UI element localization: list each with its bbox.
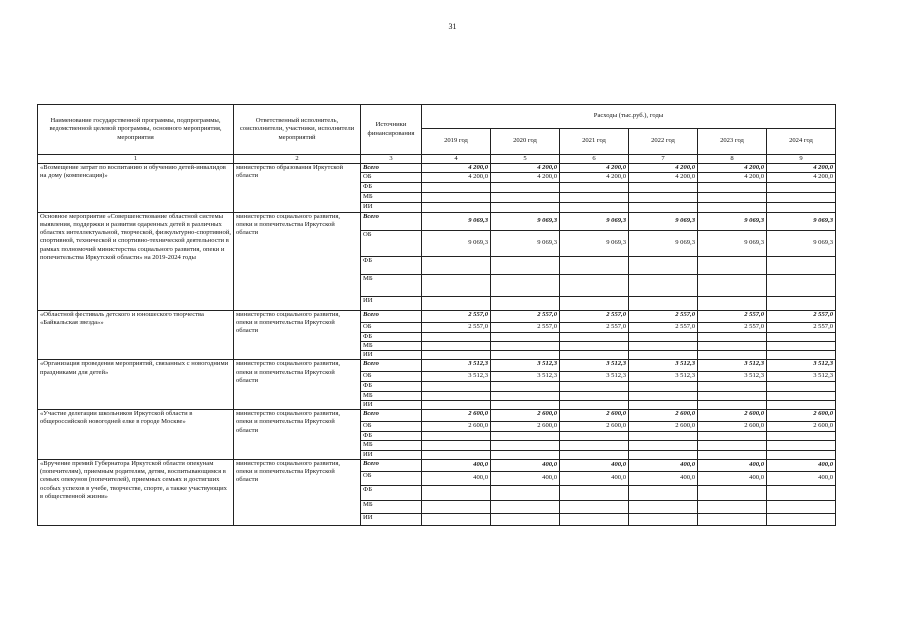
expense-value: 4 200,0 (767, 173, 836, 183)
expense-value (422, 351, 491, 360)
funding-source: МБ (361, 193, 422, 203)
expense-value: 2 600,0 (767, 422, 836, 432)
expense-value (698, 274, 767, 296)
expense-value (560, 391, 629, 400)
expense-value (491, 450, 560, 459)
expense-value (698, 183, 767, 193)
expense-value (422, 332, 491, 341)
funding-source: ФБ (361, 382, 422, 391)
expense-value (422, 513, 491, 525)
expense-value (491, 400, 560, 409)
funding-source: ИИ (361, 351, 422, 360)
funding-source: ФБ (361, 485, 422, 500)
header-year-3: 2021 год (560, 129, 629, 155)
expense-value (560, 296, 629, 310)
expense-value (629, 183, 698, 193)
expense-value (698, 391, 767, 400)
expense-value (422, 341, 491, 350)
expense-value: 3 512,3 (491, 360, 560, 372)
expense-value (491, 203, 560, 212)
header-sources: Источники финансирования (361, 105, 422, 155)
expense-value (422, 256, 491, 274)
expense-value: 4 200,0 (491, 164, 560, 173)
expense-value (422, 274, 491, 296)
funding-source: Всего (361, 164, 422, 173)
expense-value: 9 069,3 (767, 230, 836, 256)
header-year-5: 2023 год (698, 129, 767, 155)
expense-value: 2 557,0 (491, 310, 560, 322)
expense-value (491, 256, 560, 274)
expense-value (698, 513, 767, 525)
expense-value: 400,0 (767, 471, 836, 485)
expense-value: 3 512,3 (767, 372, 836, 382)
funding-source: ФБ (361, 256, 422, 274)
expense-value: 3 512,3 (560, 360, 629, 372)
expense-value: 400,0 (560, 459, 629, 471)
expense-value: 4 200,0 (629, 164, 698, 173)
expense-value (422, 193, 491, 203)
expense-value (767, 513, 836, 525)
activity-executor: министерство социального развития, опеки и попечительства Иркутской области (234, 410, 361, 460)
expense-value (629, 296, 698, 310)
expense-value (629, 391, 698, 400)
expense-value: 4 200,0 (560, 173, 629, 183)
expense-value (560, 485, 629, 500)
expense-value: 2 557,0 (767, 322, 836, 332)
expense-value: 9 069,3 (629, 230, 698, 256)
budget-table (37, 104, 836, 526)
activity-executor: министерство социального развития, опеки и попечительства Иркутской области (234, 310, 361, 360)
expense-value: 2 600,0 (491, 410, 560, 422)
funding-source: ИИ (361, 513, 422, 525)
expense-value: 2 600,0 (560, 422, 629, 432)
expense-value (767, 203, 836, 212)
expense-value: 2 557,0 (698, 322, 767, 332)
expense-value: 9 069,3 (491, 212, 560, 230)
expense-value (767, 296, 836, 310)
table-row (38, 410, 836, 422)
expense-value (629, 450, 698, 459)
expense-value: 2 600,0 (629, 410, 698, 422)
expense-value (629, 441, 698, 450)
expense-value: 4 200,0 (422, 164, 491, 173)
funding-source: Всего (361, 459, 422, 471)
expense-value (560, 351, 629, 360)
activity-name: «Организация проведения мероприятий, связанных с новогодними праздниками для детей» (38, 360, 234, 410)
table-row (38, 212, 836, 230)
expense-value (698, 203, 767, 212)
expense-value (698, 500, 767, 513)
column-number-9: 9 (767, 155, 836, 164)
expense-value (629, 332, 698, 341)
expense-value (629, 203, 698, 212)
expense-value: 2 600,0 (560, 410, 629, 422)
activity-executor: министерство социального развития, опеки и попечительства Иркутской области (234, 459, 361, 525)
expense-value: 400,0 (560, 471, 629, 485)
column-number-4: 4 (422, 155, 491, 164)
expense-value: 2 557,0 (629, 322, 698, 332)
expense-value: 2 557,0 (767, 310, 836, 322)
expense-value: 2 557,0 (422, 310, 491, 322)
expense-value (698, 432, 767, 441)
column-number-8: 8 (698, 155, 767, 164)
expense-value: 400,0 (422, 471, 491, 485)
expense-value (767, 391, 836, 400)
column-number-1: 1 (38, 155, 234, 164)
expense-value (491, 441, 560, 450)
expense-value (767, 450, 836, 459)
header-year-4: 2022 год (629, 129, 698, 155)
expense-value (767, 382, 836, 391)
expense-value (767, 256, 836, 274)
expense-value (422, 391, 491, 400)
expense-value: 2 600,0 (629, 422, 698, 432)
expense-value (767, 485, 836, 500)
expense-value: 2 557,0 (560, 322, 629, 332)
expense-value (422, 432, 491, 441)
expense-value (629, 432, 698, 441)
expense-value (698, 193, 767, 203)
expense-value (767, 500, 836, 513)
expense-value: 3 512,3 (767, 360, 836, 372)
expense-value (698, 332, 767, 341)
header-executor: Ответственный исполнитель, соисполнители, участники, исполнители мероприятий (234, 105, 361, 155)
expense-value (629, 351, 698, 360)
funding-source: ИИ (361, 450, 422, 459)
expense-value: 4 200,0 (422, 173, 491, 183)
expense-value (767, 351, 836, 360)
expense-value: 9 069,3 (560, 230, 629, 256)
expense-value: 4 200,0 (698, 164, 767, 173)
funding-source: ИИ (361, 400, 422, 409)
expense-value (491, 274, 560, 296)
activity-name: «Возмещение затрат по воспитанию и обучению детей-инвалидов на дому (компенсация)» (38, 164, 234, 212)
expense-value: 9 069,3 (629, 212, 698, 230)
header-year-1: 2019 год (422, 129, 491, 155)
expense-value: 3 512,3 (560, 372, 629, 382)
expense-value: 3 512,3 (422, 360, 491, 372)
expense-value (422, 500, 491, 513)
column-number-7: 7 (629, 155, 698, 164)
expense-value (491, 382, 560, 391)
expense-value: 2 557,0 (491, 322, 560, 332)
funding-source: ОБ (361, 230, 422, 256)
funding-source: Всего (361, 360, 422, 372)
expense-value: 400,0 (491, 459, 560, 471)
activity-name: «Вручение премий Губернатора Иркутской области опекунам (попечителям), приемным родителям, детям, воспитывающимся в семьях опекунов (попечителей), приемных семьях и достигших особых успехов в учебе, творчестве, спорте, а также участвующих в общественной жизни» (38, 459, 234, 525)
expense-value: 2 600,0 (422, 422, 491, 432)
expense-value (560, 500, 629, 513)
expense-value: 2 557,0 (629, 310, 698, 322)
expense-value: 400,0 (491, 471, 560, 485)
expense-value (560, 400, 629, 409)
expense-value (560, 183, 629, 193)
expense-value (560, 450, 629, 459)
expense-value: 2 600,0 (698, 422, 767, 432)
expense-value (698, 341, 767, 350)
expense-value: 400,0 (422, 459, 491, 471)
expense-value (629, 274, 698, 296)
expense-value (491, 485, 560, 500)
activity-executor: министерство социального развития, опеки и попечительства Иркутской области (234, 360, 361, 410)
expense-value (422, 296, 491, 310)
activity-name: «Участие делегации школьников Иркутской области в общероссийской новогодней елке в городе Москве» (38, 410, 234, 460)
expense-value: 4 200,0 (767, 164, 836, 173)
column-number-5: 5 (491, 155, 560, 164)
expense-value (629, 382, 698, 391)
funding-source: ИИ (361, 296, 422, 310)
expense-value (491, 341, 560, 350)
expense-value (491, 296, 560, 310)
expense-value: 9 069,3 (422, 230, 491, 256)
expense-value (629, 400, 698, 409)
expense-value (767, 274, 836, 296)
expense-value (422, 450, 491, 459)
expense-value (698, 450, 767, 459)
funding-source: ОБ (361, 322, 422, 332)
expense-value (698, 351, 767, 360)
table-row (38, 164, 836, 173)
funding-source: Всего (361, 310, 422, 322)
expense-value: 9 069,3 (422, 212, 491, 230)
funding-source: МБ (361, 391, 422, 400)
expense-value (698, 400, 767, 409)
expense-value (491, 183, 560, 193)
expense-value: 3 512,3 (698, 360, 767, 372)
funding-source: ФБ (361, 432, 422, 441)
expense-value (491, 513, 560, 525)
table-row (38, 310, 836, 322)
expense-value (629, 256, 698, 274)
expense-value: 2 557,0 (560, 310, 629, 322)
expense-value: 400,0 (698, 459, 767, 471)
expense-value (629, 193, 698, 203)
expense-value (422, 400, 491, 409)
expense-value (491, 500, 560, 513)
expense-value: 2 600,0 (491, 422, 560, 432)
expense-value (629, 500, 698, 513)
expense-value: 9 069,3 (767, 212, 836, 230)
expense-value (560, 274, 629, 296)
expense-value (560, 256, 629, 274)
expense-value: 2 600,0 (422, 410, 491, 422)
expense-value (491, 332, 560, 341)
expense-value (422, 203, 491, 212)
expense-value (560, 441, 629, 450)
expense-value (560, 382, 629, 391)
expense-value (698, 441, 767, 450)
funding-source: МБ (361, 341, 422, 350)
expense-value (491, 391, 560, 400)
expense-value: 2 600,0 (767, 410, 836, 422)
expense-value: 2 600,0 (698, 410, 767, 422)
funding-source: ФБ (361, 332, 422, 341)
funding-source: ОБ (361, 372, 422, 382)
expense-value: 2 557,0 (698, 310, 767, 322)
expense-value (491, 432, 560, 441)
expense-value: 3 512,3 (698, 372, 767, 382)
expense-value (491, 351, 560, 360)
page-number: 31 (448, 22, 457, 31)
expense-value: 3 512,3 (422, 372, 491, 382)
funding-source: ОБ (361, 422, 422, 432)
funding-source: Всего (361, 212, 422, 230)
expense-value (698, 296, 767, 310)
expense-value (629, 513, 698, 525)
expense-value (767, 432, 836, 441)
expense-value: 400,0 (698, 471, 767, 485)
expense-value: 2 557,0 (422, 322, 491, 332)
funding-source: МБ (361, 500, 422, 513)
funding-source: ФБ (361, 183, 422, 193)
expense-value: 3 512,3 (629, 372, 698, 382)
expense-value (560, 432, 629, 441)
expense-value: 4 200,0 (491, 173, 560, 183)
expense-value (698, 382, 767, 391)
expense-value: 4 200,0 (560, 164, 629, 173)
table-row (38, 459, 836, 471)
expense-value (560, 193, 629, 203)
expense-value: 9 069,3 (560, 212, 629, 230)
expense-value (767, 441, 836, 450)
expense-value (629, 485, 698, 500)
table-row (38, 360, 836, 372)
expense-value (767, 183, 836, 193)
expense-value: 3 512,3 (629, 360, 698, 372)
expense-value (767, 193, 836, 203)
expense-value: 400,0 (767, 459, 836, 471)
header-name: Наименование государственной программы, подпрограммы, ведомственной целевой программы, основного мероприятия, мероприятия (38, 105, 234, 155)
expense-value: 9 069,3 (491, 230, 560, 256)
expense-value (767, 341, 836, 350)
funding-source: МБ (361, 441, 422, 450)
expense-value (698, 485, 767, 500)
expense-value: 400,0 (629, 459, 698, 471)
expense-value: 4 200,0 (629, 173, 698, 183)
funding-source: Всего (361, 410, 422, 422)
expense-value (698, 256, 767, 274)
expense-value (422, 183, 491, 193)
expense-value (629, 341, 698, 350)
funding-source: ОБ (361, 471, 422, 485)
expense-value (560, 513, 629, 525)
header-year-2: 2020 год (491, 129, 560, 155)
expense-value (491, 193, 560, 203)
funding-source: ИИ (361, 203, 422, 212)
expense-value (560, 203, 629, 212)
expense-value (422, 441, 491, 450)
expense-value: 9 069,3 (698, 230, 767, 256)
funding-source: МБ (361, 274, 422, 296)
activity-executor: министерство социального развития, опеки и попечительства Иркутской области (234, 212, 361, 310)
expense-value (422, 382, 491, 391)
funding-source: ОБ (361, 173, 422, 183)
expense-value (767, 332, 836, 341)
column-number-3: 3 (361, 155, 422, 164)
activity-name: «Областной фестиваль детского и юношеского творчества «Байкальская звезда»» (38, 310, 234, 360)
header-expenses: Расходы (тыс.руб.), годы (422, 105, 836, 129)
expense-value (560, 332, 629, 341)
column-number-6: 6 (560, 155, 629, 164)
expense-value (422, 485, 491, 500)
column-number-2: 2 (234, 155, 361, 164)
expense-value (767, 400, 836, 409)
activity-name: Основное мероприятие «Совершенствование областной системы выявления, поддержки и развития одаренных детей в различных областях интеллектуальной, творческой, физкультурно-спортивной, спортивной, технической и спортивно-технической деятельности в рамках полномочий министерства социального развития, опеки и попечительства Иркутской области» на 2019-2024 годы (38, 212, 234, 310)
expense-value: 3 512,3 (491, 372, 560, 382)
expense-value (560, 341, 629, 350)
activity-executor: министерство образования Иркутской области (234, 164, 361, 212)
expense-value: 4 200,0 (698, 173, 767, 183)
header-year-6: 2024 год (767, 129, 836, 155)
expense-value: 400,0 (629, 471, 698, 485)
expense-value: 9 069,3 (698, 212, 767, 230)
